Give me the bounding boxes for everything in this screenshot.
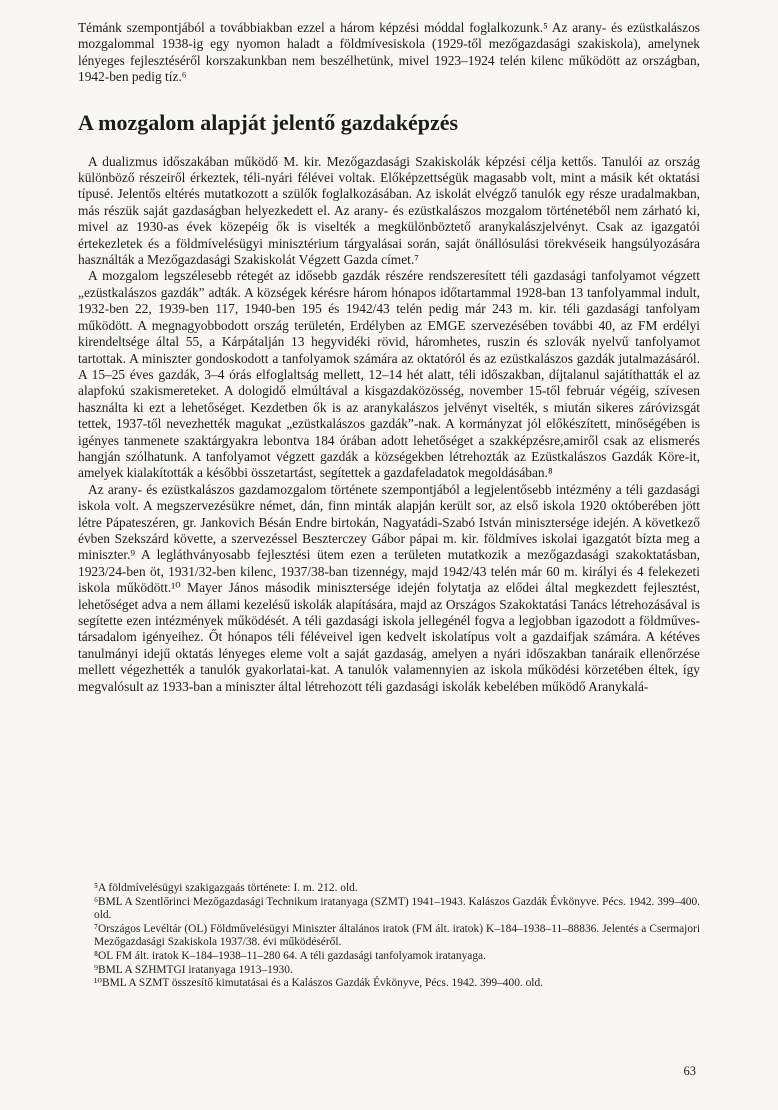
page-number: 63: [683, 1064, 696, 1078]
footnote-5: ⁵A földmívelésügyi szakigazgaás története: I. m. 212. old.: [94, 882, 358, 894]
footnote-6: ⁶BML A Szentlőrinci Mezőgazdasági Technikum iratanyaga (SZMT) 1941–1943. Kalászos Gazdák Évkönyve. Pécs. 1942. 399–400. old.: [94, 895, 700, 922]
footnote-10: ¹⁰BML A SZMT összesítő kimutatásai és a Kalászos Gazdák Évkönyve, Pécs. 1942. 399–400. old.: [94, 977, 543, 990]
footnote-9: ⁹BML A SZHMTGI iratanyaga 1913–1930.: [94, 963, 293, 976]
body-text: [78, 20, 700, 695]
footnote-8: ⁸OL FM ált. iratok K–184–1938–11–280 64. A téli gazdasági tanfolyamok iratanyaga.: [94, 949, 486, 962]
paragraph-2: A mozgalom legszélesebb rétegét az idősebb gazdák részére rendszeresített téli gazdasági tanfolyamot végzett „ezüstkalászos gazdák” adták. A községek kérésre három hónapos időtartammal 1928-ban 13 tanfolyammal indult, 1932-ben 22, 1939-ben 117, 1940-ben 195 és 1942/43 telén pedig már 243 m. kir. téli gazdasági tanfolyam működött. A megnagyobbodott ország területén, Erdélyben az EMGE szervezésében további 40, az FM erdélyi kirendeltsége által 55, a Kárpátalján 13 hegyvidéki rövid, háromhetes, ruszin és szlovák nyelvű tanfolyamot tartottak. A miniszter gondoskodott a tanfolyamok számára az oktatóról és az ezüstkalászos gazdák jutalmazásáról. A 15–25 éves gazdák, 3–4 órás elfoglaltság mellett, 12–14 hét alatt, téli időszakban, díjtalanul sajátíthatták el az alapfokú szakismereteket. A dologidő elmúltával a kisgazdaközösség, november 15-től február végéig, szívesen használta ki ezt a lehetőséget. Kezdetben ők is az aranykalászos jelvényt viselték, s miután sikeres záróvizsgát tettek, 1937-től nevezhették magukat „ezüstkalászos gazdák”-nak. A kormányzat jól előkészített, minőségében is igényes tanmenete szaktárgyakra lebontva 184 órában adott lehetőséget a szakképzésre,amiről csak az elismerés hangján szólhatunk. A tanfolyamot végzett gazdák a községekben létrehozták az Ezüstkalászos Gazdák Köre-it, amelyek kialakították a későbbi összetartást, segítettek a gazdafeladatok megoldásában.⁸: [78, 268, 700, 481]
paragraph-1: A dualizmus időszakában működő M. kir. Mezőgazdasági Szakiskolák képzési célja kettős. Tanulói az ország különböző részeiről érkeztek, téli-nyári félévei voltak. Előképzettségük magasabb volt, mint a másik két oktatási típusé. Jelentős eltérés mutatkozott a szülők foglalkozásában. Az iskolát elvégző tanulók egy része uradalmakban, más részük saját gazdaságban helyezkedett el. Az arany- és ezüstkalászos mozgalom történetéből nem zárható ki, mivel az 1930-as évek közepéig ők is viselték a megkülönböztető aranykalászjelvényt. Csak az igazgatói értekezletek és a földmívelésügyi minisztérium tárgyalásai során, saját önállósulási törekvéseik hangsúlyozására használták a Mezőgazdasági Szakiskolát Végzett Gazda címet.⁷: [78, 153, 700, 268]
footnotes: [94, 882, 700, 991]
footnote-7: ⁷Országos Levéltár (OL) Földművelésügyi Miniszter általános iratok (FM ált. iratok) K–184–1938–11–88836. Jelentés a Csermajori Mezőgazdasági Szakiskola 1937/38. évi működéséről.: [94, 922, 700, 949]
section-heading: A mozgalom alapját jelentő gazdaképzés: [78, 109, 459, 135]
intro-paragraph: Témánk szempontjából a továbbiakban ezzel a három képzési móddal foglalkozunk.⁵ Az arany- és ezüstkalászos mozgalommal 1938-ig egy nyomon haladt a földmívesiskola (1929-től mezőgazdasági szakiskola), amelynek lényeges fejlesztéséről korszakunkban nem beszélhetünk, mivel 1923–1924 telén kilenc működött az országban, 1942-ben pedig tíz.⁶: [78, 20, 700, 85]
paragraph-3: Az arany- és ezüstkalászos gazdamozgalom története szempontjából a legjelentősebb intézmény a téli gazdasági iskola volt. A megszervezésükre német, dán, finn minták alapján került sor, az első iskola 1920 októberében jött létre Pápateszéren, gr. Jankovich Bésán Endre birtokán, Nagyatádi-Szabó István minisztersége idején. A következő évben Szekszárd követte, a szervezéssel Beszterczey Gábor pápai m. kir. földmíves iskolai igazgatót bízta meg a miniszter.⁹ A legláthványosabb fejlesztési ütem ezen a területen mutatkozik a mezőgazdasági szakoktatásban, 1923/24-ben öt, 1931/32-ben kilenc, 1937/38-ban tizennégy, majd 1942/43 telén már 60 m. királyi és 4 felekezeti iskola működött.¹⁰ Mayer János második minisztersége idején folytatja az elődei által megkezdett fejlesztést, lehetőséget adva a nem állami kezelésű iskolák alapítására, majd az Országos Szakoktatási Tanács létrehozásával is segítette ezen intézmények működését. A téli gazdasági iskola jellegénél fogva a legjobban igazodott a földműves-társadalom igényeihez. Őt hónapos téli féléveivel igen kedvelt iskolatípus volt a gazdaifjak számára. A kétéves tanulmányi idejű oktatás lényeges eleme volt a saját gazdaság, amelyen a nyári időszakban tanáraik ellenőrzése mellett végezhették a tanulók gyakorlatai-kat. A tanulók valamennyien az iskola működési körzetében éltek, így megvalósult az 1933-ban a miniszter által létrehozott téli gazdasági iskolák kebelében működő Aranykalá-: [78, 481, 700, 694]
